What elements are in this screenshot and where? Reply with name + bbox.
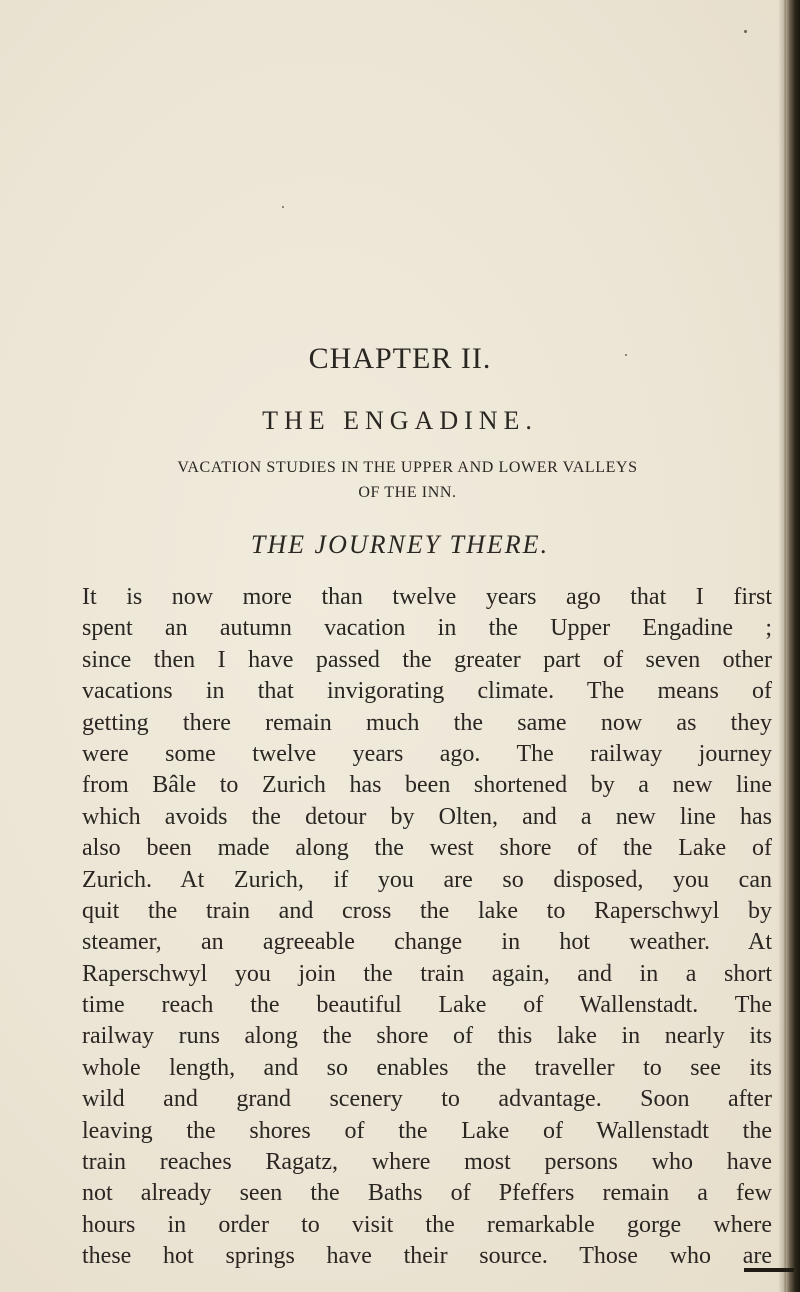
body-line: getting there remain much the same now as they xyxy=(82,709,772,736)
body-line: also been made along the west shore of the Lake of xyxy=(82,835,772,862)
body-line: not already seen the Baths of Pfeffers remain a few xyxy=(82,1180,772,1207)
body-line: quit the train and cross the lake to Raperschwyl by xyxy=(82,897,772,924)
body-line: train reaches Ragatz, where most persons who have xyxy=(82,1149,772,1176)
body-line: steamer, an agreeable change in hot weather. At xyxy=(82,929,772,956)
body-line: which avoids the detour by Olten, and a new line has xyxy=(82,803,772,830)
body-line: time reach the beautiful Lake of Wallenstadt. The xyxy=(82,992,772,1019)
body-line: whole length, and so enables the traveller to see its xyxy=(82,1054,772,1081)
subtitle-line: OF THE INN. xyxy=(358,484,457,501)
body-line: Zurich. At Zurich, if you are so disposed, you can xyxy=(82,866,772,893)
section-heading: THE JOURNEY THERE. xyxy=(250,530,550,559)
body-line: were some twelve years ago. The railway journey xyxy=(82,740,772,767)
body-line: leaving the shores of the Lake of Wallenstadt the xyxy=(82,1117,772,1144)
body-line: since then I have passed the greater part of seven other xyxy=(82,646,772,673)
body-line: wild and grand scenery to advantage. Soon after xyxy=(82,1086,772,1113)
body-paragraph xyxy=(82,582,772,1273)
body-line: Raperschwyl you join the train again, and in a short xyxy=(82,960,772,987)
chapter-title: THE ENGADINE. xyxy=(262,406,538,435)
body-line: from Bâle to Zurich has been shortened by a new line xyxy=(82,772,772,799)
body-line: these hot springs have their source. Those who are xyxy=(82,1243,772,1270)
chapter-heading: CHAPTER II. xyxy=(308,342,492,375)
body-line: hours in order to visit the remarkable gorge where xyxy=(82,1211,772,1238)
body-line: It is now more than twelve years ago that I first xyxy=(82,584,772,610)
body-line: vacations in that invigorating climate. The means of xyxy=(82,678,772,705)
body-line: railway runs along the shore of this lake in nearly its xyxy=(82,1023,772,1050)
chapter-subtitle xyxy=(40,455,775,505)
paper-speck xyxy=(282,206,284,208)
paper-speck xyxy=(744,30,747,33)
subtitle-line: VACATION STUDIES IN THE UPPER AND LOWER VALLEYS xyxy=(177,459,638,476)
body-line: spent an autumn vacation in the Upper Engadine ; xyxy=(82,615,772,642)
page-binding-edge xyxy=(784,0,800,1292)
